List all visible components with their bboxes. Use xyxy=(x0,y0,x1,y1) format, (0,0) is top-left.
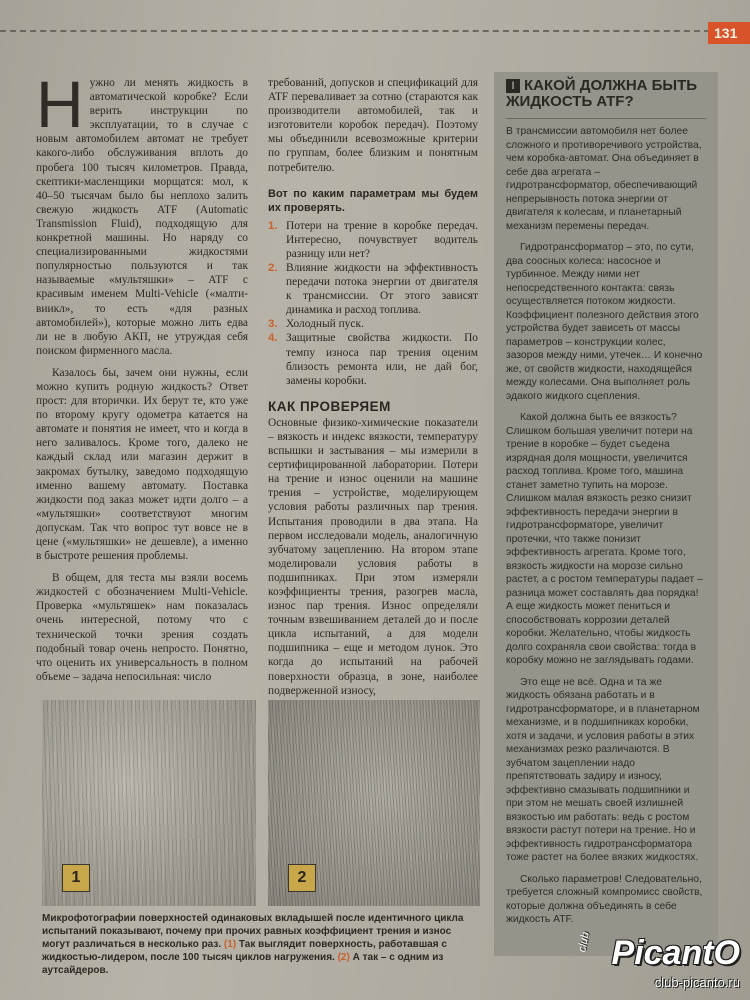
article-column-2 xyxy=(268,76,478,698)
paragraph: Какой должна быть ее вязкость? Слишком большая увеличит потери на трение в коробке – будет съедена изрядная доля мощности, увеличится расход топлива. Кроме того, машина станет заметно тупить на морозе. Слишком малая вязкость резко снизит эффективность передачи энергии в гидротрансформаторе, увеличит протечки, что также понизит эффективность агрегата. Кроме того, вязкость жидкости на морозе сильно растет, а с ростом температуры падает – разница может составлять два порядка! А еще жидкость может пениться и способствовать коррозии деталей коробки. Желательно, чтобы жидкость долго сохраняла свои свойства: тогда в коробку можно не заглядывать годами. xyxy=(506,412,703,666)
logo-club-text: club xyxy=(576,931,592,953)
paragraph: Сколько параметров! Следовательно, требуется сложный компромисс свойств, которые должна объединять в себе жидкость ATF. xyxy=(506,873,703,925)
sidebar-title: I КАКОЙ ДОЛЖНА БЫТЬ ЖИДКОСТЬ ATF? xyxy=(506,77,698,110)
criteria-subhead: Вот по каким параметрам мы будем их проверять. xyxy=(268,187,478,214)
caption-ref-2: (2) xyxy=(337,952,350,963)
photo-label: 1 xyxy=(62,864,90,892)
photo-label: 2 xyxy=(288,864,316,892)
paragraph: ужно ли менять жидкость в автоматической коробке? Если верить инструкции по эксплуатации, то в случае с новым автомобилем автомат не требует какого-либо обслуживания вплоть до пробега 100 тысяч километров. Правда, скептики-масленщики морщатся: мол, к 40–50 тысячам было бы неплохо залить свежую жидкость ATF (Automatic Transmission Fluid), подходящую для конкретной машины. Но наряду со специализированными жидкостями популярностью пользуются и так называемые «мультяшки» – ATF с красивым именем Multi-Vehicle («малти-виикл», то есть «для разных автомобилей»), которые можно лить едва ли не в любую АКП, не утруждая себя поиском фирменного масла. xyxy=(36,77,248,357)
caption-ref-1: (1) xyxy=(223,939,237,950)
micrograph-photo-2 xyxy=(268,700,480,906)
header-rule xyxy=(0,30,710,32)
info-sidebar xyxy=(494,72,718,956)
micrograph-photo-1 xyxy=(42,700,256,906)
list-item: 1. Потери на трение в коробке передач. Интересно, почувствует водитель разницу или нет? xyxy=(268,219,478,260)
paragraph: Основные физико-химические показатели – вязкость и индекс вязкости, температуру вспышки и застывания – мы измерили в сертифицированной лаборатории. Потери на трение и износ оценили на машине трения – устройстве, моделирующем условия работы различных пар трения. Испытания проводили в два этапа. На первом исследовали модель, аналогичную зубчатому зацеплению. На втором этапе моделировали условия работы в подшипниках. При этом измеряли коэффициенты трения, разогрев масла, износ пар трения. Износ определяли точным взвешиванием деталей до и после цикла испытаний, а для модели подшипника – еще и методом лунок. Это когда до испытаний на рабочей поверхности образца, в зоне, наиболее подверженной износу, xyxy=(268,416,478,697)
divider xyxy=(506,118,706,119)
sidebar-text xyxy=(506,125,706,927)
info-icon: I xyxy=(506,79,520,93)
paragraph: требований, допусков и спецификаций для ATF переваливает за сотню (стараются как производители автомобилей, так и изготовители коробок передач). Поэтому мы объединили всевозможные критерии по группам, более близким и понятным потребителю. xyxy=(268,77,478,174)
logo-brand: PicantO xyxy=(611,934,740,972)
section-heading: КАК ПРОВЕРЯЕМ xyxy=(268,398,391,414)
paragraph: Казалось бы, зачем они нужны, если можно купить родную жидкость? Ответ прост: для вторички. Их берут те, кто уже по второму кругу одометра катается на автомате и понятия не имеет, что и когда в него заливалось. Кроме того, далеко не каждый склад или магазин держит в закромах бутылку, заведомо подходящую именно вашему автомату. Поставка жидкости под заказ может идти долго – а «мультяшки» соответствуют многим допускам. Так что вопрос тут вовсе не в цене («мультяшки» не дешевле), а именно в быстроте решения проблемы. xyxy=(36,366,248,563)
drop-cap: Н xyxy=(36,67,84,141)
paragraph: В трансмиссии автомобиля нет более сложного и противоречивого устройства, чем коробка-автомат. Она объединяет в себе два агрегата – гидротрансформатор, обеспечивающий непрерывность потока энергии от двигателя к колесам, и планетарный механизм перемены передач. xyxy=(506,126,702,232)
article-column-1 xyxy=(36,67,248,684)
list-item: 4. Защитные свойства жидкости. По темпу износа пар трения оценим близость ремонта или, не дай бог, замены коробки. xyxy=(268,332,478,387)
list-item: 2. Влияние жидкости на эффективность передачи потока энергии от двигателя к трансмиссии. От этого зависят динамика и расход топлива. xyxy=(268,261,478,317)
logo-url: club-picanto.ru xyxy=(654,975,740,990)
list-item: 3. Холодный пуск. xyxy=(268,318,364,331)
paragraph: В общем, для теста мы взяли восемь жидкостей с обозначением Multi-Vehicle. Проверка «мультяшек» нам показалась очень интересной, потому что с технической точки зрения создать подобный товар очень непросто. Понятно, что оценить их универсальность в полном объеме – задача непосильная: число xyxy=(36,572,248,683)
paragraph: Гидротрансформатор – это, по сути, два соосных колеса: насосное и турбинное. Между ними нет непосредственного контакта: связь осуществляется потоком жидкости. Коэффициент полезного действия этого устройства будет зависеть от массы параметров – конструкции колес, зазоров между ними, утечек… И конечно же, от свойств жидкости, находящейся между колесами. Она выполняет роль эдакого жидкого сцепления. xyxy=(506,242,703,402)
photo-caption: Микрофотографии поверхностей одинаковых вкладышей после идентичного цикла испытаний показывают, почему при прочих равных коэффициент трения и износ могут различаться в несколько раз. (1) Так выглядит поверхность, работавшая с жидкостью-лидером, после 100 тысяч циклов нагружения. (2) А так – с одним из аутсайдеров. xyxy=(42,913,464,976)
paragraph: Это еще не всё. Одна и та же жидкость обязана работать и в гидротрансформаторе, и в планетарном механизме, и в подшипниках коробки, хотя и задачи, и условия работы в этих механизмах резко различаются. В зубчатом зацеплении надо препятствовать задиру и износу, эффективно смазывать подшипники и при этом не мешать своей излишней вязкостью им работать: ведь с ростом вязкости растут потери на трение. Но и эффективность гидротрансформатора тоже растет на более вязких жидкостях. xyxy=(506,676,700,863)
watermark-logo xyxy=(544,932,744,992)
page-number: 131 xyxy=(708,22,750,44)
criteria-list xyxy=(268,219,478,388)
